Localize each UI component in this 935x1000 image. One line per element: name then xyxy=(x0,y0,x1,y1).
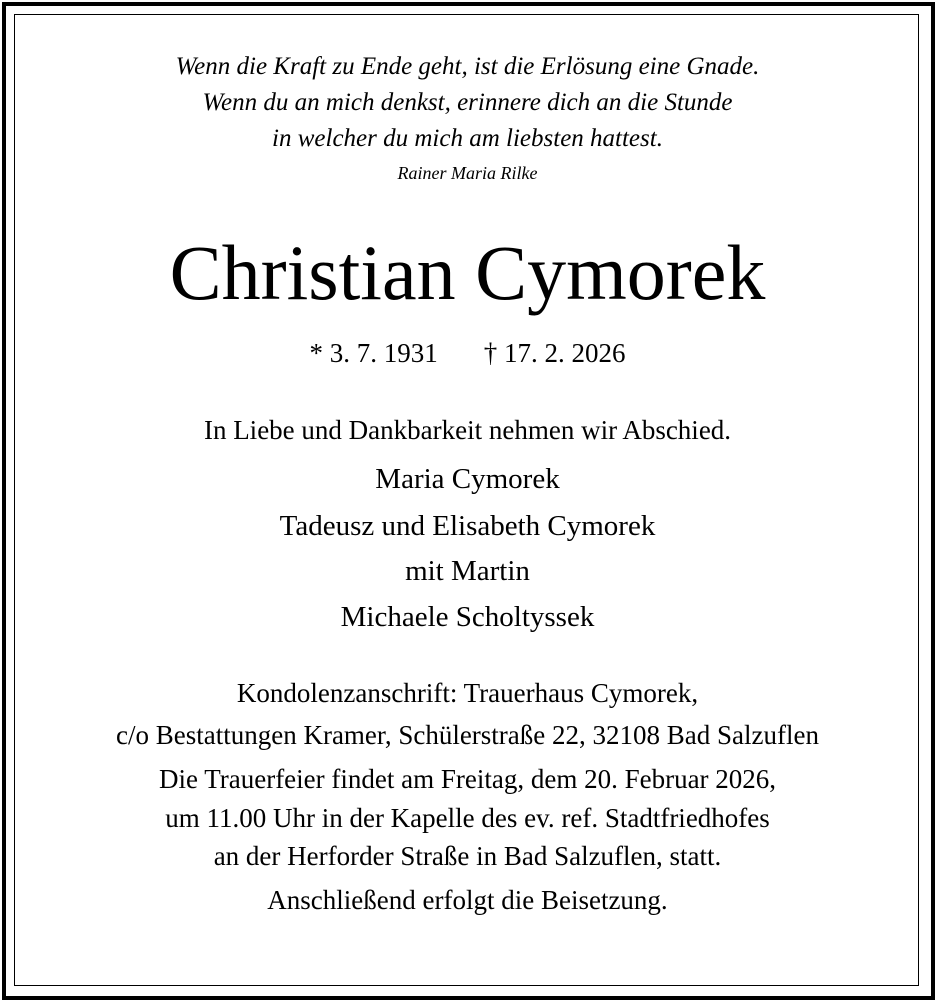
service-line-3: an der Herforder Straße in Bad Salzuflen, statt. xyxy=(213,841,722,871)
farewell-text: In Liebe und Dankbarkeit nehmen wir Abschied. xyxy=(203,415,732,445)
quote-line-2: Wenn du an mich denkst, erinnere dich an die Stunde xyxy=(202,89,733,116)
mourner-1: Maria Cymorek xyxy=(375,463,560,495)
birth-date: * 3. 7. 1931 xyxy=(309,338,438,368)
deceased-name: Christian Cymorek xyxy=(169,229,766,316)
mourner-3: mit Martin xyxy=(405,555,530,587)
service-line-2: um 11.00 Uhr in der Kapelle des ev. ref. Stadtfriedhofes xyxy=(165,803,770,833)
closing-text: Anschließend erfolgt die Beisetzung. xyxy=(267,885,668,915)
quote-line-1: Wenn die Kraft zu Ende geht, ist die Erlösung eine Gnade. xyxy=(175,53,760,80)
mourner-2: Tadeusz und Elisabeth Cymorek xyxy=(279,510,656,542)
quote-author: Rainer Maria Rilke xyxy=(397,163,538,183)
service-line-1: Die Trauerfeier findet am Freitag, dem 20. Februar 2026, xyxy=(158,764,777,794)
death-date: † 17. 2. 2026 xyxy=(483,338,626,368)
condolence-line-2: c/o Bestattungen Kramer, Schülerstraße 22, 32108 Bad Salzuflen xyxy=(116,720,819,750)
mourner-4: Michaele Scholtyssek xyxy=(340,601,595,633)
condolence-line-1: Kondolenzanschrift: Trauerhaus Cymorek, xyxy=(236,678,699,708)
life-dates xyxy=(0,336,935,370)
quote-line-3: in welcher du mich am liebsten hattest. xyxy=(272,125,663,152)
